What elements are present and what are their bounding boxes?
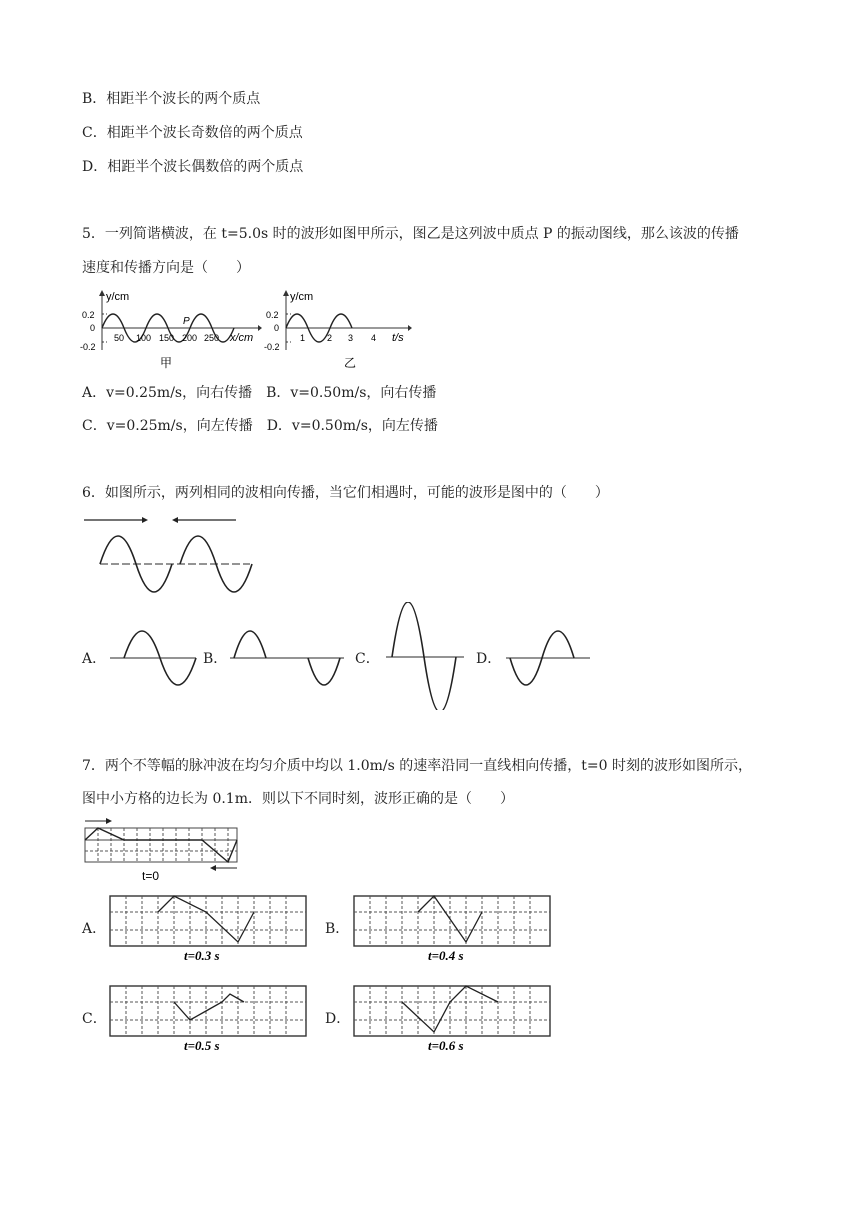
q7-option-d-caption: t=0.6 s [428, 1038, 464, 1053]
q5a-xtick: 150 [159, 333, 175, 343]
q6-option-b-label: B． [203, 651, 228, 667]
q5-stem-line1: 5．一列简谐横波，在 t=5.0s 时的波形如图甲所示，图乙是这列波中质点 P 的振动图线，那么该波的传播 [82, 226, 739, 242]
q5a-point-p: P [183, 316, 190, 327]
q7-option-d-figure [352, 982, 552, 1054]
q7-stem-line1: 7．两个不等幅的脉冲波在均匀介质中均以 1.0m/s 的速率沿同一直线相向传播，t=0 时刻的波形如图所示， [82, 758, 752, 774]
q7-option-b-caption: t=0.4 s [428, 948, 464, 963]
q5a-caption: 甲 [160, 356, 173, 370]
q4-option-c: C．相距半个波长奇数倍的两个质点 [82, 125, 303, 141]
q4-option-d: D．相距半个波长偶数倍的两个质点 [82, 159, 304, 175]
q6-option-c-label: C． [355, 651, 380, 667]
q5b-xlabel: t/s [392, 332, 404, 344]
q5a-ytick: 0.2 [82, 310, 95, 320]
q5a-xtick: 100 [136, 333, 152, 343]
q7-option-a-figure [108, 892, 308, 964]
q5b-xtick: 1 [300, 333, 306, 343]
q7-option-c-figure [108, 982, 308, 1054]
q5b-ytick: 0.2 [266, 310, 279, 320]
q5a-xlabel: x/cm [230, 332, 254, 344]
q7-stem-line2: 图中小方格的边长为 0.1m．则以下不同时刻，波形正确的是（ ） [82, 791, 514, 807]
q5a-ylabel: y/cm [106, 291, 130, 303]
q5b-xtick: 3 [348, 333, 354, 343]
q5b-xtick: 4 [371, 333, 377, 343]
q5b-ytick: 0 [274, 323, 280, 333]
q5-figure-a [80, 288, 262, 370]
q5b-xtick: 2 [327, 333, 333, 343]
q6-stem: 6．如图所示，两列相同的波相向传播，当它们相遇时，可能的波形是图中的（ ） [82, 485, 609, 501]
q6-option-c-figure [380, 602, 470, 710]
q7-option-b-label: B． [325, 921, 350, 937]
q5-figure-b [264, 288, 414, 370]
q6-option-d-label: D． [476, 651, 502, 667]
q5a-xtick: 250 [204, 333, 220, 343]
q6-main-figure [80, 510, 256, 596]
q5b-ylabel: y/cm [290, 291, 314, 303]
q7-option-a-caption: t=0.3 s [184, 948, 220, 963]
q7-option-c-caption: t=0.5 s [184, 1038, 220, 1053]
q7-option-d-label: D． [325, 1011, 351, 1027]
q4-option-b: B．相距半个波长的两个质点 [82, 91, 261, 107]
q5-options-row2: C．v=0.25m/s，向左传播 D．v=0.50m/s，向左传播 [82, 418, 438, 434]
q5a-xtick: 200 [182, 333, 198, 343]
q7-t0-caption: t=0 [142, 869, 160, 883]
q5b-caption: 乙 [344, 356, 357, 370]
q7-option-b-figure [352, 892, 552, 964]
q5a-ytick: 0 [90, 323, 96, 333]
q5b-ytick: -0.2 [264, 342, 280, 352]
q7-t0-figure [82, 816, 242, 884]
q7-option-c-label: C． [82, 1011, 107, 1027]
q5a-xtick: 50 [114, 333, 125, 343]
q6-option-a-figure [104, 622, 200, 690]
q5-options-row1: A．v=0.25m/s，向右传播 B．v=0.50m/s，向右传播 [82, 385, 437, 401]
q6-option-d-figure [500, 622, 596, 690]
q5a-ytick: -0.2 [80, 342, 96, 352]
q6-option-b-figure [224, 622, 352, 690]
q7-option-a-label: A． [82, 921, 107, 937]
q5-stem-line2: 速度和传播方向是（ ） [82, 260, 250, 276]
q6-option-a-label: A． [82, 651, 107, 667]
